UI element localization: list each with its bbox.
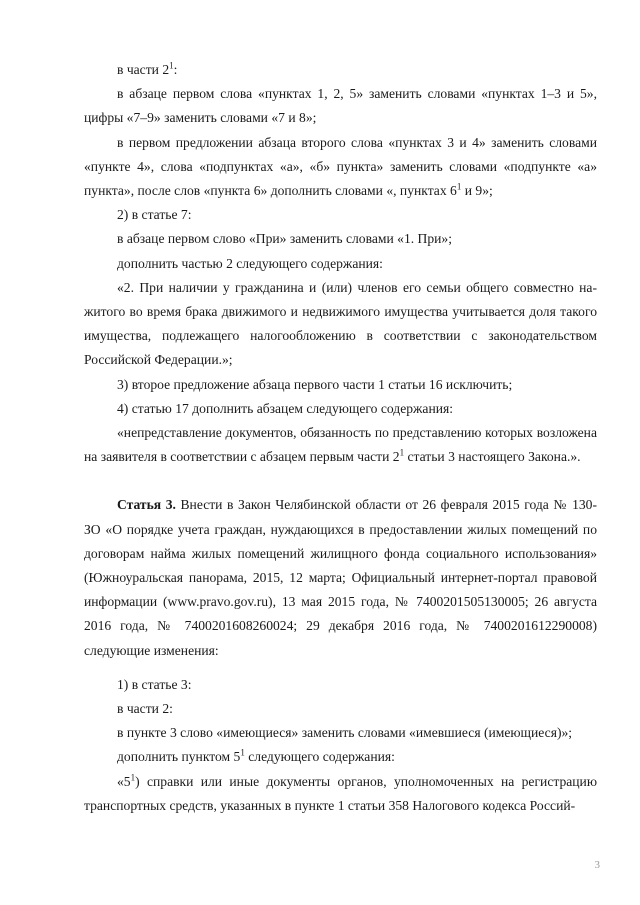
paragraph [84,227,597,251]
paragraph [84,252,597,276]
article-heading: Статья 3. [117,497,176,513]
text-run: 4) статью 17 дополнить абзацем следующего содержания: [117,400,454,416]
text-run: и 9»; [461,183,493,199]
text-run: «2. При наличии у гражданина и (или) членов его семьи общего совместно нажитого во время брака движимого и недвижимого имущества учитывается доля такого имущества, подлежащего налогообложению в соответствии с законодательством Российской Федерации.»; [84,279,597,368]
text-run: 1) в статье 3: [117,676,192,692]
text-run: в первом предложении абзаца второго слова «пунктах 3 и 4» заменить словами «пункте 4», слова «подпунктах «а», «б» пункта» заменить словами «подпункте «а» пункта», после слов «пункта 6» дополнить словами «, пунктах 6 [84,134,597,199]
text-run: в части 2 [117,62,170,77]
text-run: «непредставление документов, обязанность по представлению которых возложена на заявителя в соответствии с абзацем первым части 2 [84,425,597,465]
paragraph [84,493,597,662]
paragraph [84,373,597,397]
paragraph [84,131,597,204]
text-run: в абзаце первом слова «пунктах 1, 2, 5» заменить словами «пунктах 1–3 и 5», цифры «7–9» заменить словами «7 и 8»; [84,86,597,126]
paragraph [84,770,597,818]
document-body [84,58,597,818]
text-run: 3) второе предложение абзаца первого части 1 статьи 16 исключить; [117,376,513,392]
paragraph [84,421,597,469]
superscript: 1 [169,60,174,71]
text-run: дополнить частью 2 следующего содержания: [117,255,383,271]
text-run: в пункте 3 слово «имеющиеся» заменить словами «имевшиеся (имеющиеся)»; [117,725,573,741]
paragraph [84,58,597,82]
paragraph [84,276,597,373]
text-run: следующего содержания: [244,749,395,765]
paragraph [84,203,597,227]
text-run: в части 2: [117,701,173,717]
paragraph [84,721,597,745]
text-run: статьи 3 настоящего Закона.». [404,449,581,465]
page-number: 3 [594,858,600,871]
paragraph [84,82,597,130]
text-run: дополнить пунктом 5 [117,749,241,765]
text-run: 2) в статье 7: [117,207,192,223]
superscript: 1 [399,447,405,458]
text-run: ) справки или иные документы органов, уполномоченных на регистрацию транспортных средств, указанных в пункте 1 статьи 358 Налогового кодекса Россий- [84,773,597,813]
superscript: 1 [456,181,462,192]
text-run: : [173,62,178,77]
paragraph [84,673,597,697]
text-run: «5 [117,773,131,789]
superscript: 1 [240,747,245,758]
text-run: в абзаце первом слово «При» заменить словами «1. При»; [117,231,453,247]
paragraph [84,697,597,721]
paragraph [84,745,597,769]
text-run: Внести в Закон Челябинской области от 26 февраля 2015 года № 130-ЗО «О порядке учета граждан, нуждающихся в предоставлении жилых помещений по договорам найма жилых помещений жилищного фонда социального использования» (Южноуральская панорама, 2015, 12 марта; Официальный интернет-портал правовой информации (www.pravo.gov.ru), 13 мая 2015 года, № 7400201505130005; 26 августа 2016 года, № 7400201608260024; 29 декабря 2016 года, № 7400201612290008) следующие изменения: [84,497,597,658]
superscript: 1 [130,772,136,783]
paragraph [84,397,597,421]
